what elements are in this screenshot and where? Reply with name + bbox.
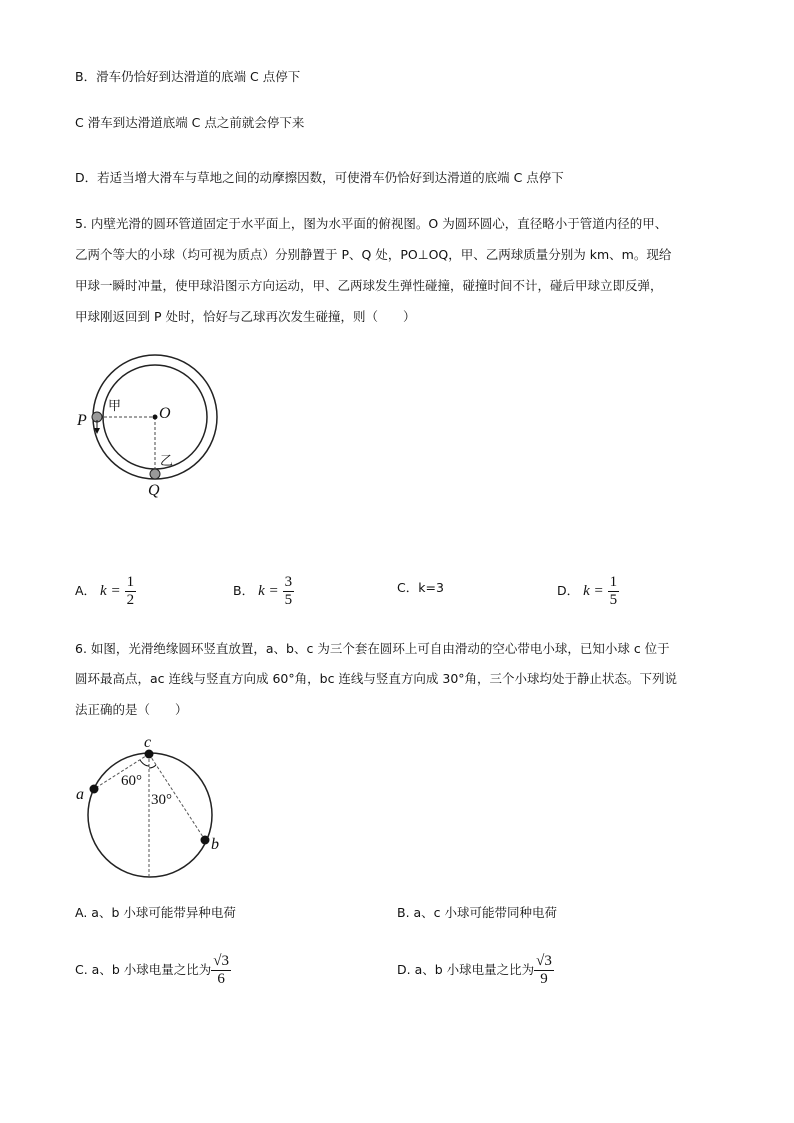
option-label: A．	[75, 583, 97, 598]
angle-30: 30°	[151, 792, 172, 808]
angle-60: 60°	[121, 773, 142, 789]
option-d-text: D．若适当增大滑车与草地之间的动摩擦因数，可使滑车仍恰好到达滑道的底端 C 点停下	[75, 170, 564, 185]
fraction	[283, 574, 295, 609]
fraction	[534, 953, 554, 988]
q6-option-b[interactable]: B. a、c 小球可能带同种电荷	[397, 905, 558, 920]
denominator: 5	[284, 592, 293, 608]
numerator: 1	[609, 574, 618, 590]
fraction	[125, 574, 137, 609]
label-c: c	[144, 734, 152, 751]
denominator: 5	[609, 592, 618, 608]
denominator: 9	[540, 971, 548, 987]
vertical-ring-diagram	[88, 750, 212, 878]
q6-line: 圆环最高点，ac 连线与竖直方向成 60°角，bc 连线与竖直方向成 30°角，三个小球均处于静止状态。下列说	[75, 671, 678, 686]
option-k: k =	[100, 583, 121, 599]
option-b-text: B．滑车仍恰好到达滑道的底端 C 点停下	[75, 69, 301, 84]
fraction	[608, 574, 620, 609]
fraction	[211, 953, 231, 988]
numerator: 3	[284, 574, 293, 590]
numerator: 1	[126, 574, 135, 590]
q5-option-b[interactable]	[233, 574, 294, 609]
option-k: k =	[258, 583, 279, 599]
label-yi: 乙	[160, 454, 174, 469]
q5-option-a[interactable]	[75, 574, 136, 609]
option-label: B．	[233, 583, 255, 598]
label-jia: 甲	[108, 399, 122, 414]
label-q: Q	[148, 482, 160, 499]
q6-line: 6. 如图，光滑绝缘圆环竖直放置，a、b、c 为三个套在圆环上可自由滑动的空心带电小球，已知小球 c 位于	[75, 641, 670, 656]
numerator: √3	[213, 953, 229, 969]
denominator: 2	[126, 592, 135, 608]
q5-line: 甲球刚返回到 P 处时，恰好与乙球再次发生碰撞，则（ ）	[75, 309, 416, 324]
label-p: P	[77, 412, 87, 429]
option-text: C. a、b 小球电量之比为	[75, 962, 212, 977]
ring-tube-diagram	[92, 355, 217, 479]
q5-line: 5. 内壁光滑的圆环管道固定于水平面上，图为水平面的俯视图。O 为圆环圆心，直径略小于管道内径的甲、	[75, 216, 668, 231]
q5-option-c[interactable]: C．k=3	[397, 580, 444, 595]
label-o: O	[159, 405, 171, 422]
label-b: b	[211, 836, 219, 853]
q6-line: 法正确的是（ ）	[75, 702, 188, 717]
numerator: √3	[536, 953, 552, 969]
q5-line: 甲球一瞬时冲量，使甲球沿图示方向运动，甲、乙两球发生弹性碰撞，碰撞时间不计，碰后甲球立即反弹，	[75, 278, 663, 293]
option-k: k =	[583, 583, 604, 599]
label-a: a	[76, 786, 84, 803]
denominator: 6	[217, 971, 225, 987]
q6-option-d[interactable]	[397, 953, 554, 988]
option-label: D．	[557, 583, 580, 598]
q5-option-d[interactable]	[557, 574, 619, 609]
option-c-text: C 滑车到达滑道底端 C 点之前就会停下来	[75, 115, 305, 130]
q6-option-a[interactable]: A. a、b 小球可能带异种电荷	[75, 905, 236, 920]
q6-option-c[interactable]	[75, 953, 231, 988]
q5-line: 乙两个等大的小球（均可视为质点）分别静置于 P、Q 处，PO⊥OQ，甲、乙两球质量分别为 km、m。现给	[75, 247, 672, 262]
option-text: D. a、b 小球电量之比为	[397, 962, 535, 977]
